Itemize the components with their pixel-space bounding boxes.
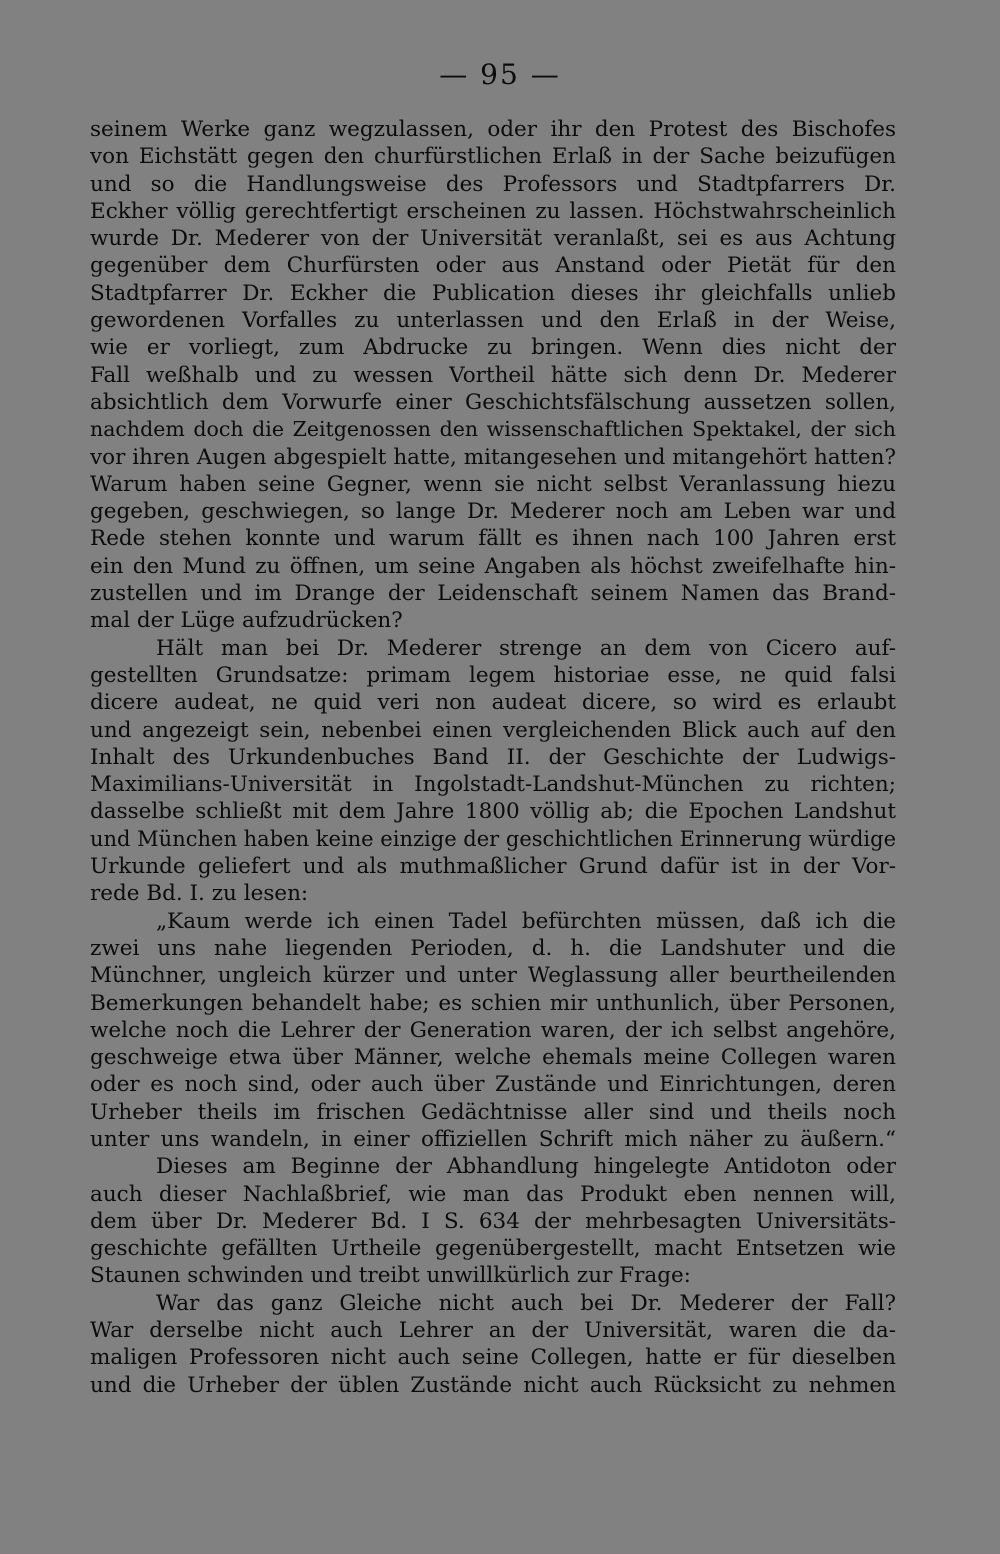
text-line: gegenüber dem Churfürsten oder aus Anstand oder Pietät für den [90, 253, 896, 279]
text-line: gegeben, geschwiegen, so lange Dr. Mederer noch am Leben war und [90, 499, 896, 525]
text-line: ein den Mund zu öffnen, um seine Angaben als höchst zweifelhafte hin- [90, 553, 896, 579]
text-line: Fall weßhalb und zu wessen Vortheil hätte sich denn Dr. Mederer [90, 362, 896, 388]
text-line: nachdem doch die Zeitgenossen den wissenschaftlichen Spektakel, der sich [90, 417, 896, 442]
text-line: mal der Lüge aufzudrücken? [90, 608, 403, 634]
text-line: geschichte gefällten Urtheile gegenübergestellt, macht Entsetzen wie [90, 1236, 896, 1262]
text-line: Urkunde geliefert und als muthmaßlicher Grund dafür ist in der Vor- [90, 854, 896, 880]
text-line: von Eichstätt gegen den churfürstlichen Erlaß in der Sache beizufügen [90, 144, 896, 170]
text-line: Inhalt des Urkundenbuches Band II. der Geschichte der Ludwigs- [90, 744, 896, 770]
text-line: Warum haben seine Gegner, wenn sie nicht selbst Veranlassung hiezu [90, 471, 896, 497]
text-line: Stadtpfarrer Dr. Eckher die Publication dieses ihr gleichfalls unlieb [90, 280, 896, 306]
text-line: und so die Handlungsweise des Professors und Stadtpfarrers Dr. [90, 171, 896, 197]
text-line: Bemerkungen behandelt habe; es schien mir unthunlich, über Personen, [90, 990, 896, 1016]
text-line: Urheber theils im frischen Gedächtnisse aller sind und theils noch [90, 1099, 896, 1125]
text-line: geschweige etwa über Männer, welche ehemals meine Collegen waren [90, 1045, 896, 1071]
text-line: zustellen und im Drange der Leidenschaft seinem Namen das Brand- [90, 581, 896, 607]
body-text [90, 116, 896, 1399]
text-line: vor ihren Augen abgespielt hatte, mitangesehen und mitangehört hatten? [90, 444, 896, 470]
text-line: rede Bd. I. zu lesen: [90, 881, 309, 907]
text-line: Hält man bei Dr. Mederer strenge an dem von Cicero auf- [156, 635, 896, 661]
text-line: dicere audeat, ne quid veri non audeat dicere, so wird es erlaubt [90, 690, 896, 716]
text-line: zwei uns nahe liegenden Perioden, d. h. die Landshuter und die [90, 935, 896, 961]
text-line: dem über Dr. Mederer Bd. I S. 634 der mehrbesagten Universitäts- [90, 1208, 896, 1234]
text-line: War das ganz Gleiche nicht auch bei Dr. Mederer der Fall? [156, 1290, 896, 1316]
text-line: Eckher völlig gerechtfertigt erscheinen zu lassen. Höchstwahrscheinlich [90, 198, 896, 224]
text-line: auch dieser Nachlaßbrief, wie man das Produkt eben nennen will, [90, 1181, 896, 1207]
text-line: absichtlich dem Vorwurfe einer Geschichtsfälschung aussetzen sollen, [90, 389, 896, 415]
text-line: Maximilians-Universität in Ingolstadt-Landshut-München zu richten; [90, 772, 896, 798]
text-line: maligen Professoren nicht auch seine Collegen, hatte er für dieselben [90, 1345, 896, 1371]
text-line: und München haben keine einzige der geschichtlichen Erinnerung würdige [90, 826, 896, 851]
text-line: wie er vorliegt, zum Abdrucke zu bringen. Wenn dies nicht der [90, 335, 896, 361]
text-line: Dieses am Beginne der Abhandlung hingelegte Antidoton oder [156, 1154, 896, 1180]
page-number: — 95 — [439, 58, 561, 91]
text-line: Münchner, ungleich kürzer und unter Weglassung aller beurtheilenden [90, 963, 896, 989]
text-line: dasselbe schließt mit dem Jahre 1800 völlig ab; die Epochen Landshut [90, 799, 896, 825]
text-line: wurde Dr. Mederer von der Universität veranlaßt, sei es aus Achtung [90, 226, 896, 252]
text-line: gewordenen Vorfalles zu unterlassen und den Erlaß in der Weise, [90, 308, 896, 334]
text-line: welche noch die Lehrer der Generation waren, der ich selbst angehöre, [90, 1017, 896, 1043]
text-line: gestellten Grundsatze: primam legem historiae esse, ne quid falsi [90, 662, 896, 688]
text-line: oder es noch sind, oder auch über Zustände und Einrichtungen, deren [90, 1072, 896, 1098]
text-line: unter uns wandeln, in einer offiziellen Schrift mich näher zu äußern.“ [90, 1126, 896, 1152]
text-line: „Kaum werde ich einen Tadel befürchten müssen, daß ich die [156, 908, 896, 934]
text-line: und die Urheber der üblen Zustände nicht auch Rücksicht zu nehmen [90, 1372, 896, 1398]
text-line: War derselbe nicht auch Lehrer an der Universität, waren die da- [90, 1318, 896, 1344]
text-line: seinem Werke ganz wegzulassen, oder ihr den Protest des Bischofes [90, 117, 896, 142]
text-line: und angezeigt sein, nebenbei einen vergleichenden Blick auch auf den [90, 717, 896, 743]
text-line: Rede stehen konnte und warum fällt es ihnen nach 100 Jahren erst [90, 526, 896, 552]
text-line: Staunen schwinden und treibt unwillkürlich zur Frage: [90, 1263, 691, 1289]
